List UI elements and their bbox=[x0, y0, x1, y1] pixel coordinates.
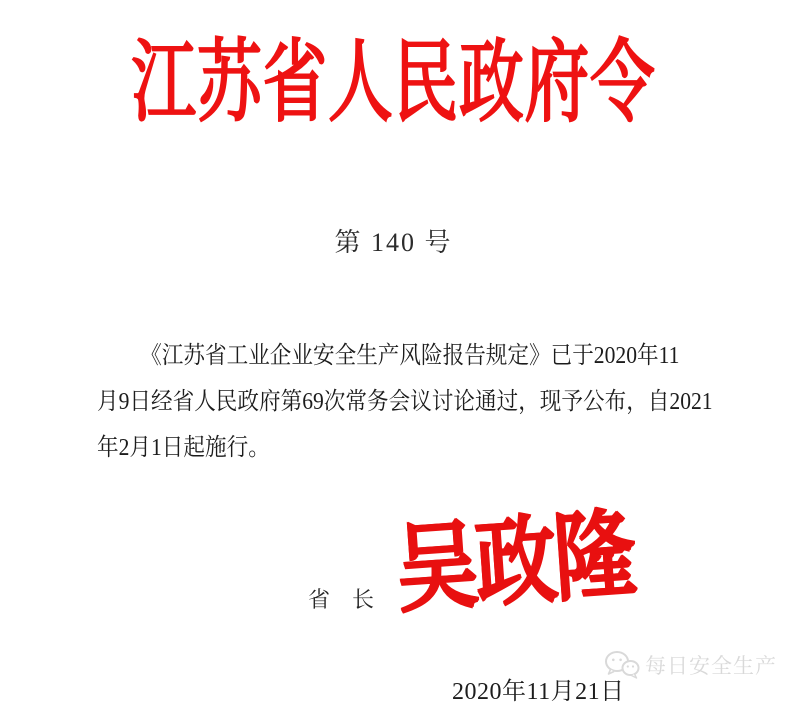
document-date: 2020年11月21日 bbox=[452, 679, 625, 705]
watermark bbox=[604, 650, 777, 680]
wechat-icon bbox=[604, 650, 640, 680]
document-body bbox=[97, 333, 713, 471]
page-title: 江苏省人民政府令 bbox=[131, 34, 656, 133]
signer-title: 省 长 bbox=[308, 587, 375, 612]
body-line-3: 年2月1日起施行。 bbox=[97, 435, 270, 461]
watermark-label: 每日安全生产 bbox=[645, 655, 777, 678]
body-line-1: 《江苏省工业企业安全生产风险报告规定》已于2020年11 bbox=[140, 343, 680, 369]
order-number: 第 140 号 bbox=[334, 228, 453, 257]
governor-signature: 吴政隆 bbox=[392, 500, 637, 624]
body-line-2: 月9日经省人民政府第69次常务会议讨论通过，现予公布，自2021 bbox=[97, 389, 713, 415]
